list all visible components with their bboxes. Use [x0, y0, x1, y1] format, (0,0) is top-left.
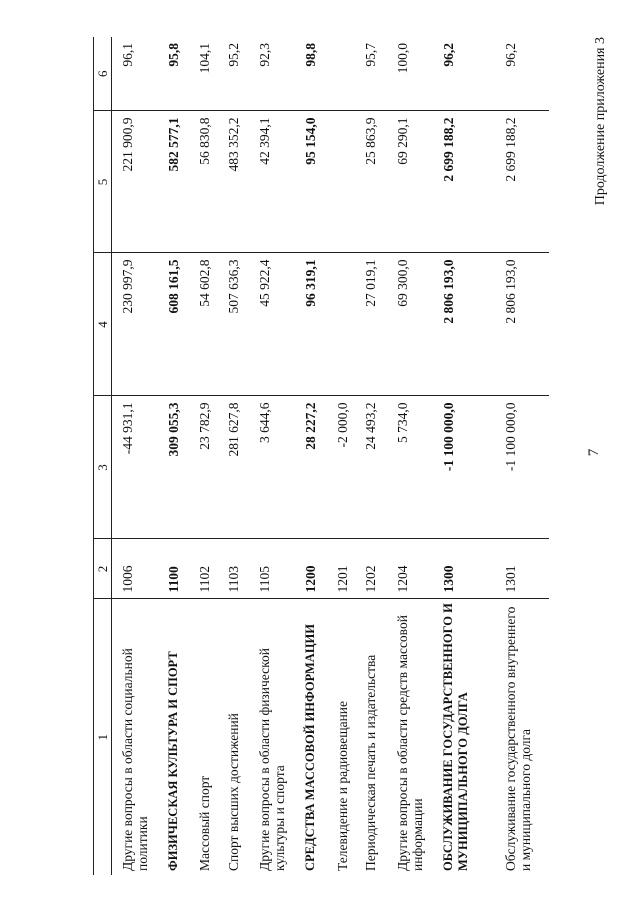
row-value-4: 230 997,9: [120, 253, 166, 396]
row-code: 1202: [363, 539, 395, 599]
row-value-6: 92,3: [257, 37, 303, 111]
row-value-5: 582 577,1: [166, 111, 197, 253]
column-header: 6: [94, 37, 112, 111]
row-name: Другие вопросы в области средств массовой информации: [395, 615, 425, 871]
column-header: 5: [94, 111, 112, 253]
row-name: Массовый спорт: [197, 775, 212, 871]
row-value-4: 2 806 193,0: [441, 253, 503, 396]
row-code: 1204: [395, 539, 441, 599]
row-code: 1300: [441, 539, 503, 599]
row-value-3: 281 627,8: [226, 396, 257, 539]
row-value-6: 96,2: [441, 37, 503, 111]
row-value-5: 42 394,1: [257, 111, 303, 253]
row-value-5: 95 154,0: [303, 111, 335, 253]
row-value-5: 25 863,9: [363, 111, 395, 253]
row-value-6: 95,8: [166, 37, 197, 111]
row-value-4: 69 300,0: [395, 253, 441, 396]
table-header-row: [94, 37, 112, 875]
row-value-6: 95,2: [226, 37, 257, 111]
row-code: 1100: [166, 539, 197, 599]
row-code: 1301: [503, 539, 549, 599]
row-value-3: 3 644,6: [257, 396, 303, 539]
row-name: Обслуживание государственного внутреннего и муниципального долга: [503, 606, 533, 871]
row-value-6: 95,7: [363, 37, 395, 111]
table-row: [395, 37, 441, 875]
table-row: [335, 37, 363, 875]
row-name: Другие вопросы в области социальной политики: [120, 648, 150, 871]
table-row: [226, 37, 257, 875]
row-value-4: 54 602,8: [197, 253, 226, 396]
column-header: 1: [94, 599, 112, 875]
row-name: СРЕДСТВА МАССОВОЙ ИНФОРМАЦИИ: [303, 623, 317, 871]
row-value-4: 96 319,1: [303, 253, 335, 396]
row-value-5: 221 900,9: [120, 111, 166, 253]
row-code: 1102: [197, 539, 226, 599]
row-value-4: 608 161,5: [166, 253, 197, 396]
table-row: [197, 37, 226, 875]
row-name: Другие вопросы в области физической культуры и спорта: [257, 648, 287, 871]
row-value-5: 2 699 188,2: [441, 111, 503, 253]
row-value-3: 5 734,0: [395, 396, 441, 539]
row-value-3: 309 055,3: [166, 396, 197, 539]
row-code: 1006: [120, 539, 166, 599]
row-value-6: 104,1: [197, 37, 226, 111]
row-value-5: 69 290,1: [395, 111, 441, 253]
table-row: [363, 37, 395, 875]
row-value-3: 24 493,2: [363, 396, 395, 539]
row-value-4: 45 922,4: [257, 253, 303, 396]
row-value-3: -1 100 000,0: [503, 396, 549, 539]
row-value-4: [335, 253, 363, 396]
row-value-6: 98,8: [303, 37, 335, 111]
row-code: 1105: [257, 539, 303, 599]
continuation-caption: Продолжение приложения 3: [593, 37, 608, 206]
table-row: [441, 37, 503, 875]
table-row: [166, 37, 197, 875]
table-row: [303, 37, 335, 875]
row-value-3: -2 000,0: [335, 396, 363, 539]
row-code: 1201: [335, 539, 363, 599]
row-name: Периодическая печать и издательства: [363, 654, 378, 871]
row-value-3: 23 782,9: [197, 396, 226, 539]
row-name: ОБСЛУЖИВАНИЕ ГОСУДАРСТВЕННОГО И МУНИЦИПАЛЬНОГО ДОЛГА: [441, 603, 470, 871]
column-header: 4: [94, 253, 112, 396]
row-name: Спорт высших достижений: [226, 713, 241, 871]
row-value-5: 483 352,2: [226, 111, 257, 253]
row-value-4: 2 806 193,0: [503, 253, 549, 396]
row-code: 1103: [226, 539, 257, 599]
row-value-4: 507 636,3: [226, 253, 257, 396]
row-code: 1200: [303, 539, 335, 599]
table-row: [503, 37, 549, 875]
row-value-6: 96,2: [503, 37, 549, 111]
row-value-3: -44 931,1: [120, 396, 166, 539]
table-row: [120, 37, 166, 875]
row-value-6: 100,0: [395, 37, 441, 111]
row-value-4: 27 019,1: [363, 253, 395, 396]
row-name: ФИЗИЧЕСКАЯ КУЛЬТУРА И СПОРТ: [166, 651, 180, 871]
row-name: Телевидение и радиовещание: [335, 700, 350, 871]
row-value-5: 2 699 188,2: [503, 111, 549, 253]
row-value-6: 96,1: [120, 37, 166, 111]
table-row: [257, 37, 303, 875]
row-value-3: 28 227,2: [303, 396, 335, 539]
column-header: 2: [94, 539, 112, 599]
column-header: 3: [94, 396, 112, 539]
page-number: 7: [586, 448, 602, 457]
row-value-3: -1 100 000,0: [441, 396, 503, 539]
row-value-6: [335, 37, 363, 111]
row-value-5: 56 830,8: [197, 111, 226, 253]
row-value-5: [335, 111, 363, 253]
budget-table: [93, 37, 549, 875]
